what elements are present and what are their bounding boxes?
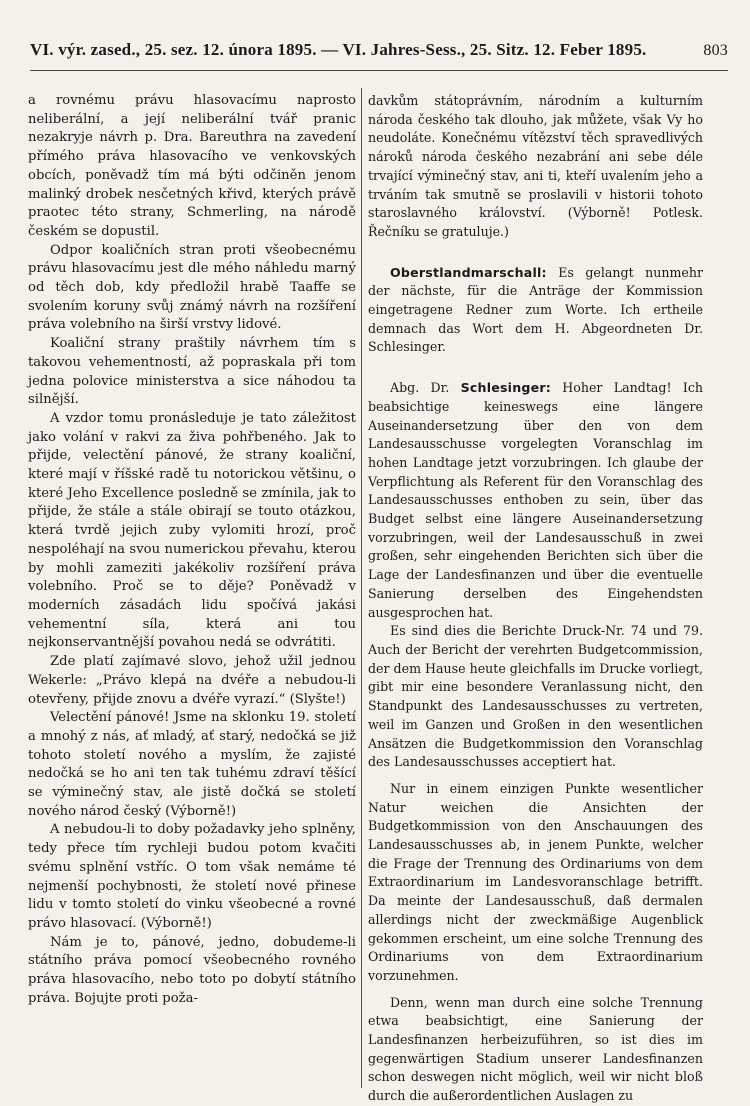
header-title: VI. výr. zased., 25. sez. 12. února 1895. — VI. Jahres-Sess., 25. Sitz. 12. Feber 1895. xyxy=(30,40,647,59)
right-paragraph-6: Denn, wenn man durch eine solche Trennung etwa beabsichtigt, eine Sanierung der Landesfinanzen herbeizuführen, so ist dies im gegenwärtigen Stadium unserer Landesfinanzen schon deswegen nicht möglich, weil wir nicht bloß durch die außerordentlichen Auslagen zu xyxy=(368,994,703,1104)
left-column xyxy=(28,92,356,1008)
spacer xyxy=(368,242,703,264)
right-paragraph-2-text: Es gelangt nunmehr der nächste, für die Anträge der Kommission eingetragene Redner zum Worte. Ich ertheile demnach das Wort dem H. Abgeordneten Dr. Schlesinger. xyxy=(368,264,703,355)
left-paragraph-8: Nám je to, pánové, jedno, dobudeme-li státního práva pomocí všeobecného rovného práva hlasovacího, nebo toto po dobytí státního práva. Bojujte proti poža- xyxy=(28,934,356,1006)
page-number: 803 xyxy=(703,42,728,59)
left-paragraph-2: Odpor koaličních stran proti všeobecnému právu hlasovacímu jest dle mého náhledu marný od těch dob, kdy předložil hrabě Taaffe se svolením koruny svůj známý návrh na rozšíření práva volebního na širší vrstvy lidové. xyxy=(28,242,356,333)
left-paragraph-5: Zde platí zajímavé slovo, jehož užil jednou Wekerle: „Právo klepá na dvéře a nebudou-li otevřeny, přijde znovu a dvéře vyrazí.“ (Slyšte!) xyxy=(28,654,356,707)
right-paragraph-3-text: Hoher Landtag! Ich beabsichtige keineswegs eine längere Auseinandersetzung über den von dem Landesausschusse vorgelegten Voranschlag im hohen Landtage jetzt vorzubringen. Ich glaube der Verpflichtung als Referent für den Voranschlag des Landesausschusses enthoben zu sein, über das Budget selbst eine längere Auseinandersetzung vorzubringen, weil der Landesausschuß in zwei großen, sehr eingehenden Berichten sich über die Lage der Landesfinanzen und über die eventuelle Sanierung derselben des Eingehendsten ausgesprochen hat. xyxy=(368,380,703,620)
right-paragraph-1: davkům státoprávním, národním a kulturním národa českého tak dlouho, jak můžete, však Vy ho neudoláte. Konečnému vítězství těch spravedlivých nároků národa českého nezabrání ani sebe déle trvající výminečný stav, ani ti, kteří uvalením jeho a trváním tak smutně se proslavili v historii tohoto staroslavného království. (Výborně! Potlesk. Řečníku se gratuluje.) xyxy=(368,93,703,239)
right-paragraph-5: Nur in einem einzigen Punkte wesentlicher Natur weichen die Ansichten der Budgetkommission von den Anschauungen des Landesausschusses ab, in jenem Punkte, welcher die Frage der Trennung des Ordinariums von dem Extraordinarium im Landesvoranschlage betrifft. Da meinte der Landesausschuß, daß dermalen allerdings nicht der zweckmäßige Augenblick gekommen erscheint, um eine solche Trennung des Ordinariums von dem Extraordinarium vorzunehmen. xyxy=(368,780,703,983)
right-paragraph-3 xyxy=(368,379,703,622)
page-header xyxy=(30,40,728,71)
left-paragraph-6: Velectění pánové! Jsme na sklonku 19. století a mnohý z nás, ať mladý, ať starý, nedočká se již tohoto století nového a myslím, že zajisté nedočká se ho ani ten tak tuhému zdraví těšící se výminečný stav, ale jistě dočká se století nového národ český (Výborně!) xyxy=(28,710,356,819)
spacer xyxy=(368,357,703,379)
right-column xyxy=(368,92,703,1106)
left-paragraph-7: A nebudou-li to doby požadavky jeho splněny, tedy přece tím rychleji budou potom kvačiti svému splnění vstříc. O tom však nemáme té nejmenší pochybnosti, že století nové přinese lidu v tomto století do vinku všeobecné a rovné právo hlasovací. (Výborně!) xyxy=(28,822,356,931)
left-paragraph-1: a rovnému právu hlasovacímu naprosto neliberální, a její neliberální tvář pranic nezakryje návrh p. Dra. Bareuthra na zavedení přímého práva hlasovacího ve venkovských obcích, poněvadž tím má býti odčiněn jenom malinký drobek nesčetných křivd, kterých právě praotec této strany, Schmerling, na národě českém se dopustil. xyxy=(28,93,356,239)
speaker-schlesinger: Schlesinger: xyxy=(460,380,551,396)
left-paragraph-3: Koaliční strany praštily návrhem tím s takovou vehementností, až popraskala při tom jedna polovice ministerstva a sice náhodou ta silnější. xyxy=(28,336,356,408)
column-divider xyxy=(361,88,362,1088)
speaker-prefix: Abg. Dr. xyxy=(390,380,461,396)
spacer xyxy=(368,772,703,780)
right-paragraph-2 xyxy=(368,264,703,358)
spacer xyxy=(368,986,703,994)
right-paragraph-4: Es sind dies die Berichte Druck-Nr. 74 und 79. Auch der Bericht der verehrten Budgetcommission, der dem Hause heute gleichfalls im Drucke vorliegt, gibt mir eine besondere Veranlassung nicht, den Standpunkt des Landesausschusses zu vertreten, weil im Ganzen und Großen in den wesentlichen Ansätzen die Budgetkommission den Voranschlag des Landesausschusses acceptiert hat. xyxy=(368,623,703,770)
speaker-oberstlandmarschall: Oberstlandmarschall: xyxy=(390,264,547,280)
left-paragraph-4: A vzdor tomu pronásleduje je tato záležitost jako volání v rakvi za živa pohřbeného. Jak to přijde, velectění pánové, že strany koaliční, které mají v říšské radě tu notorickou většinu, o které Jeho Excellence posledně se zmínila, jak to přijde, že stále a stále obirají se touto otázkou, která tvrdě jejich zuby vylomiti hrozí, proč nespoléhají na svou numerickou převahu, kterou by mohli zameziti jakékoliv rozšíření práva volebního. Proč se to děje? Poněvadž v moderních zásadách lidu spočívá jakási vehementní síla, která ani tou nejkonservantnější povahou nedá se odvrátiti. xyxy=(28,410,356,651)
